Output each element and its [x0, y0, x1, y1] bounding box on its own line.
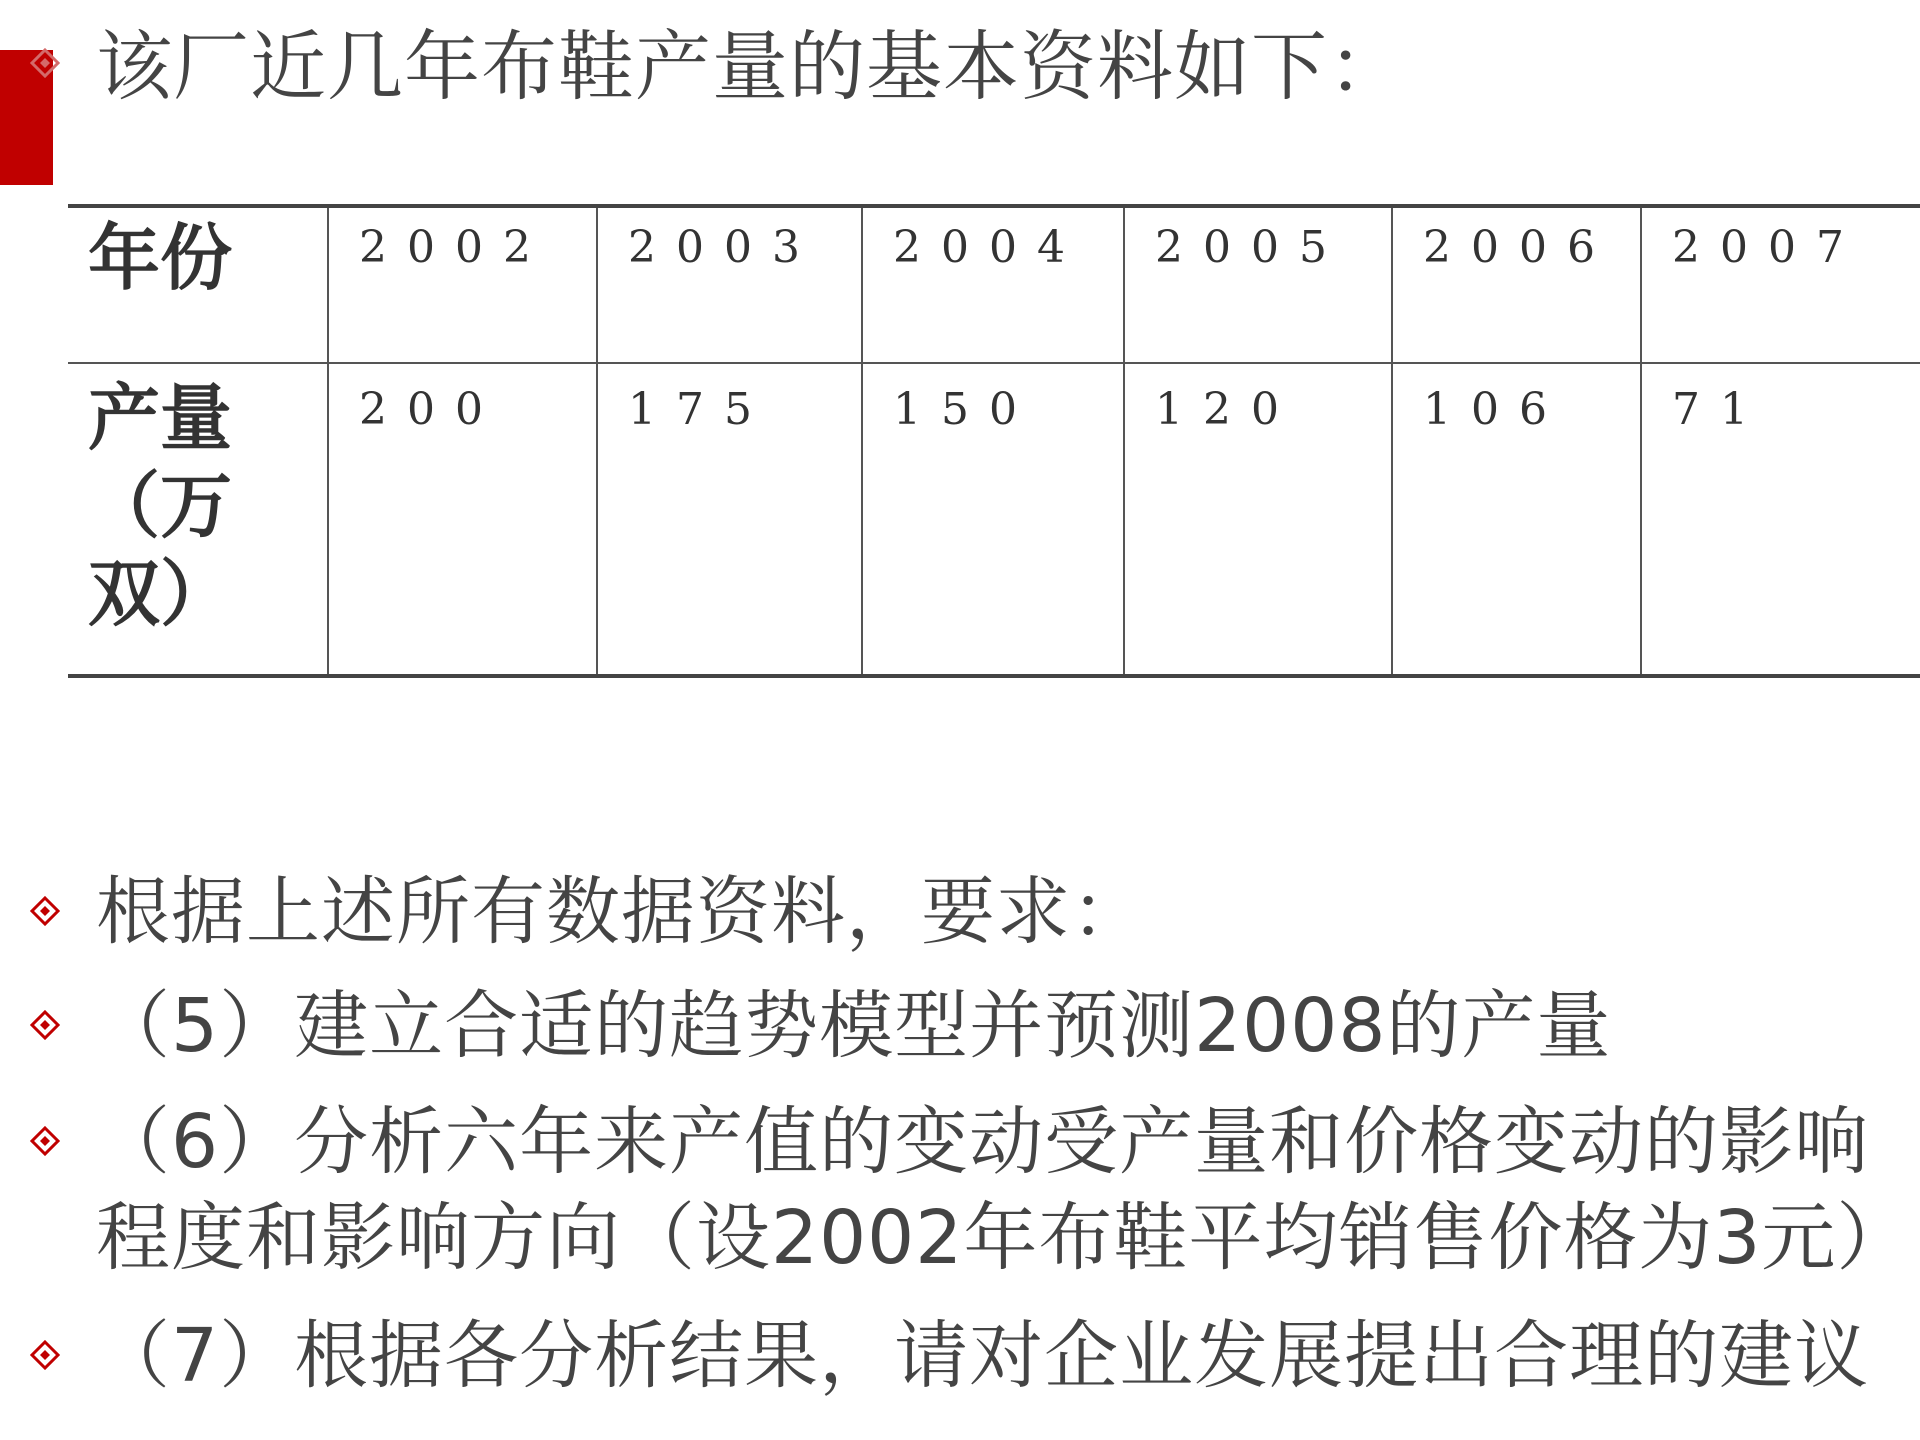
diamond-bullet-icon: [30, 1010, 60, 1040]
output-header-line: 双）: [88, 551, 233, 636]
diamond-bullet-icon: [30, 1340, 60, 1370]
output-cell: 120: [1124, 363, 1392, 676]
output-cell: 71: [1641, 363, 1920, 676]
year-cell: 2003: [597, 206, 862, 363]
list-item: （7）根据各分析结果，请对企业发展提出合理的建议: [96, 1313, 1870, 1399]
year-cell: 2005: [1124, 206, 1392, 363]
output-cell: 150: [862, 363, 1124, 676]
list-item: 根据上述所有数据资料，要求：: [96, 869, 1146, 955]
list-item-continuation: 程度和影响方向（设2002年布鞋平均销售价格为3元）: [96, 1195, 1912, 1281]
year-cell: 2007: [1641, 206, 1920, 363]
year-header: 年份: [68, 206, 328, 363]
diamond-bullet-icon: [30, 1126, 60, 1156]
output-header-line: （万: [88, 463, 233, 548]
table-row: [68, 206, 1920, 363]
output-header-line: 产量: [88, 375, 233, 460]
year-cell: 2006: [1392, 206, 1641, 363]
page-title: 该厂近几年布鞋产量的基本资料如下：: [96, 22, 1405, 111]
production-table: [68, 204, 1920, 678]
year-cell: 2004: [862, 206, 1124, 363]
list-item: （6）分析六年来产值的变动受产量和价格变动的影响: [96, 1099, 1870, 1185]
year-cell: 2002: [328, 206, 597, 363]
table-row: [68, 363, 1920, 676]
output-cell: 175: [597, 363, 862, 676]
diamond-bullet-icon: [30, 48, 60, 78]
list-item: （5）建立合适的趋势模型并预测2008的产量: [96, 983, 1612, 1069]
output-header: [68, 363, 328, 676]
output-cell: 106: [1392, 363, 1641, 676]
output-cell: 200: [328, 363, 597, 676]
diamond-bullet-icon: [30, 896, 60, 926]
